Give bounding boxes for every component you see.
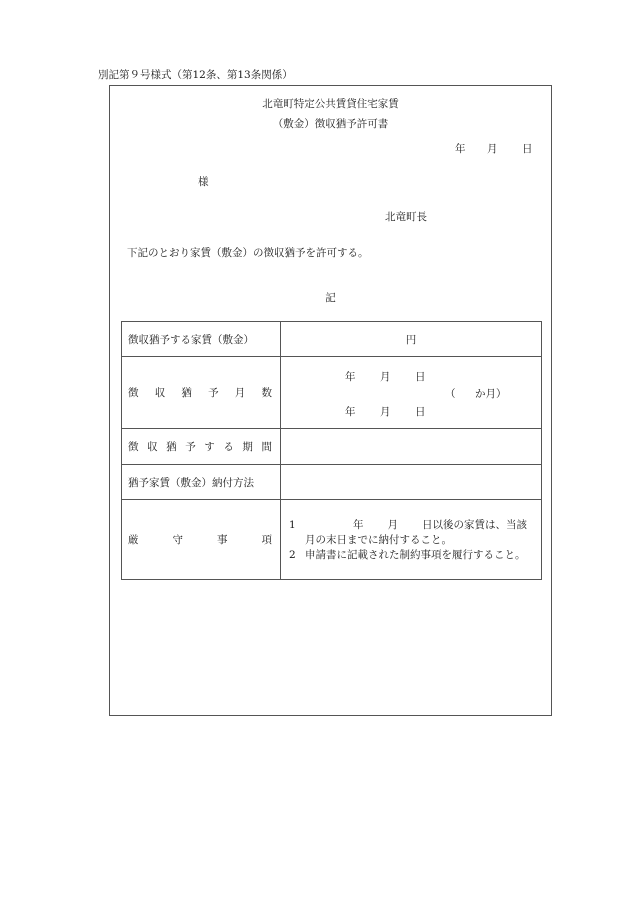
note1-year: 年	[353, 519, 364, 531]
label-deferral-period	[122, 429, 281, 465]
months-open-paren: （	[445, 388, 456, 400]
date-year-label: 年	[455, 143, 466, 155]
label-char: 予	[208, 387, 219, 399]
start-day: 日	[415, 371, 426, 383]
note-number: 2	[289, 549, 296, 561]
table-row	[122, 429, 542, 465]
start-month: 月	[380, 371, 391, 383]
label-char: 項	[261, 534, 272, 546]
label-char: る	[223, 441, 234, 453]
label-deferred-rent: 徴収猶予する家賃（敷金）	[122, 322, 281, 357]
table-row	[122, 357, 542, 429]
form-title-line2: （敷金）徴収猶予許可書	[272, 118, 389, 130]
note2-text: 申請書に記載された制約事項を履行すること。	[305, 549, 526, 561]
end-year: 年	[345, 406, 356, 418]
ki-heading: 記	[325, 292, 336, 304]
label-char: 間	[261, 441, 272, 453]
addressee-suffix: 様	[198, 176, 209, 188]
note1-text: 日以後の家賃は、当該月の末日までに納付すること。	[305, 519, 527, 546]
issuer-name: 北竜町長	[385, 211, 427, 223]
label-char: 期	[242, 441, 253, 453]
body-text: 下記のとおり家賃（敷金）の徴収猶予を許可する。	[127, 247, 369, 259]
value-payment-method	[281, 465, 542, 500]
date-day-label: 日	[522, 143, 533, 155]
table-row	[122, 322, 542, 357]
label-char: 徴	[128, 441, 139, 453]
note1-month: 月	[387, 519, 398, 531]
end-day: 日	[415, 406, 426, 418]
form-reference: 別記第９号様式（第12条、第13条関係）	[98, 69, 293, 81]
value-deferred-rent	[281, 322, 542, 357]
start-year: 年	[345, 371, 356, 383]
label-char: 収	[147, 441, 158, 453]
value-deferral-period	[281, 429, 542, 465]
label-compliance	[122, 500, 281, 580]
label-char: 徴	[128, 387, 139, 399]
note-item-2	[289, 548, 535, 563]
label-char: 猶	[166, 441, 177, 453]
details-table	[121, 321, 542, 580]
label-deferral-months	[122, 357, 281, 429]
form-title-line1: 北竜町特定公共賃貸住宅家賃	[262, 98, 399, 110]
note-item-1	[289, 518, 535, 548]
table-row	[122, 465, 542, 500]
end-month: 月	[380, 406, 391, 418]
yen-unit: 円	[405, 333, 417, 346]
compliance-notes	[281, 500, 542, 580]
label-char: 月	[234, 387, 246, 399]
label-payment-method: 猶予家賃（敷金）納付方法	[122, 465, 281, 500]
label-char: 予	[185, 441, 196, 453]
value-deferral-months	[281, 357, 542, 429]
table-row	[122, 500, 542, 580]
label-char: 事	[217, 534, 228, 546]
label-char: 数	[261, 387, 272, 399]
label-char: 収	[154, 387, 166, 399]
label-char: 厳	[128, 534, 139, 546]
date-month-label: 月	[487, 143, 498, 155]
label-char: す	[204, 441, 215, 453]
months-unit: か月）	[475, 388, 507, 400]
label-char: 猶	[181, 387, 192, 399]
note-number: 1	[289, 519, 296, 531]
label-char: 守	[172, 534, 183, 546]
